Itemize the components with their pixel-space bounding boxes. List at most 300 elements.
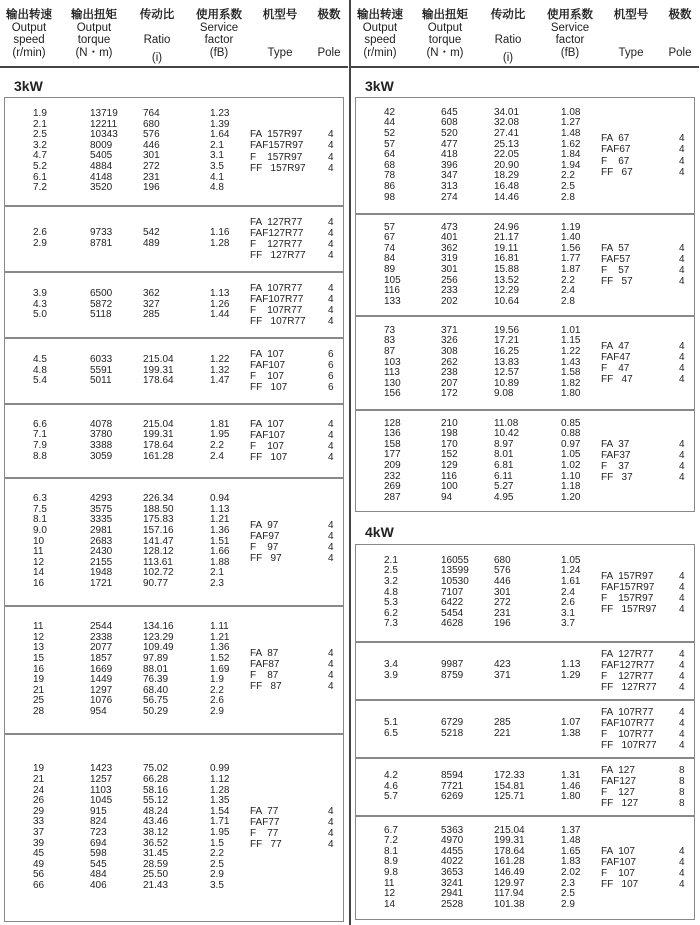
pole-value: 4	[679, 461, 685, 472]
type-value: F 97	[250, 542, 279, 553]
pole-value: 4	[679, 706, 685, 718]
type-cells	[250, 129, 306, 174]
type-value: FF 67	[601, 166, 633, 178]
speed-value: 21	[33, 773, 45, 785]
fb-value: 1.13	[561, 659, 581, 671]
model-group	[4, 97, 344, 206]
speed-value: 13	[33, 642, 45, 654]
fb-value: 3.7	[561, 618, 575, 630]
fb-value: 1.64	[210, 129, 230, 141]
pole-value: 4	[679, 276, 685, 288]
speed-header-en: Output	[362, 21, 398, 34]
ratio-value: 196	[494, 618, 511, 630]
speed-header-en2: speed	[364, 34, 396, 46]
torque-header	[64, 9, 124, 59]
fb-value: 1.05	[561, 449, 581, 461]
torque-column-cells	[441, 660, 463, 681]
torque-value: 7721	[441, 780, 464, 792]
type-value: FF 107R77	[601, 740, 657, 752]
speed-value: 45	[33, 848, 45, 860]
type-value: FAF157R97	[601, 581, 655, 593]
speed-value: 12	[33, 556, 45, 568]
type-value: FAF107	[601, 856, 637, 868]
fb-value: 2.9	[561, 898, 575, 910]
speed-value: 14	[384, 898, 396, 910]
fb-value: 1.26	[210, 298, 230, 310]
fb-value: 0.97	[561, 438, 581, 450]
speed-value: 73	[384, 324, 396, 336]
model-group	[4, 606, 344, 734]
torque-column-cells	[90, 622, 112, 717]
fb-value: 1.47	[210, 375, 230, 387]
fb-value: 1.20	[561, 491, 581, 503]
pole-value: 4	[679, 856, 685, 868]
torque-value: 4022	[441, 856, 464, 868]
speed-value: 21	[33, 684, 45, 696]
torque-value: 473	[441, 221, 458, 233]
ratio-value: 8.01	[494, 449, 514, 461]
speed-value: 5.1	[384, 717, 398, 729]
ratio-value: 5.27	[494, 481, 514, 493]
torque-value: 301	[441, 263, 458, 275]
speed-value: 6.7	[384, 824, 398, 836]
fb-value: 2.8	[561, 295, 575, 307]
speed-value: 4.2	[384, 770, 398, 782]
fb-value: 1.05	[561, 554, 581, 566]
service-factor-header	[190, 9, 248, 59]
pole-cells	[679, 133, 685, 178]
service-header-en2: factor	[204, 34, 234, 46]
speed-value: 8.9	[384, 856, 398, 868]
ratio-value: 129.97	[494, 877, 525, 889]
torque-value: 94	[441, 491, 453, 503]
torque-value: 9733	[90, 227, 113, 239]
torque-value: 6033	[90, 354, 113, 366]
pole-value: 4	[679, 671, 685, 682]
speed-column-cells	[384, 419, 401, 504]
torque-header-cn: 输出扭矩	[422, 9, 468, 21]
ratio-value: 199.31	[143, 429, 174, 441]
fb-column-cells	[210, 764, 229, 891]
ratio-value: 371	[494, 669, 511, 681]
ratio-value: 34.01	[494, 106, 520, 118]
pole-value: 4	[328, 530, 334, 542]
ratio-value: 36.52	[143, 837, 169, 849]
type-value: FA 127	[601, 764, 635, 776]
torque-column-cells	[90, 494, 112, 589]
fb-value: 1.08	[561, 106, 581, 118]
fb-value: 1.48	[561, 835, 581, 847]
speed-value: 177	[384, 449, 401, 461]
pole-value: 4	[328, 542, 334, 553]
pole-cells	[679, 707, 685, 752]
torque-value: 645	[441, 106, 458, 118]
ratio-value: 88.01	[143, 663, 169, 675]
speed-value: 9.8	[384, 866, 398, 878]
torque-value: 3575	[90, 503, 113, 515]
speed-value: 83	[384, 335, 396, 347]
torque-value: 1449	[90, 674, 113, 686]
speed-value: 6.6	[33, 418, 47, 430]
type-value: FAF107R77	[250, 293, 304, 305]
fb-column-cells	[561, 108, 580, 203]
pole-value: 4	[328, 250, 334, 262]
speed-value: 2.1	[33, 118, 47, 130]
type-value: FA 77	[250, 805, 279, 817]
torque-column-cells	[441, 771, 463, 803]
ratio-header-en: Ratio	[143, 33, 171, 46]
speed-value: 128	[384, 417, 401, 429]
ratio-column-cells	[143, 289, 160, 321]
ratio-value: 27.41	[494, 127, 520, 139]
ratio-value: 14.46	[494, 191, 520, 203]
pole-value: 4	[328, 429, 334, 441]
torque-value: 326	[441, 335, 458, 347]
pole-value: 4	[679, 155, 685, 167]
torque-value: 396	[441, 159, 458, 171]
ratio-value: 16.81	[494, 253, 520, 265]
type-value: F 107R77	[601, 729, 654, 740]
type-value: FAF47	[601, 351, 631, 363]
fb-value: 1.54	[210, 805, 230, 817]
speed-value: 7.1	[33, 429, 47, 441]
torque-value: 1045	[90, 795, 113, 807]
torque-value: 2981	[90, 525, 113, 537]
ratio-value: 12.57	[494, 367, 520, 379]
ratio-value: 8.97	[494, 438, 514, 450]
fb-value: 0.88	[561, 428, 581, 440]
torque-value: 484	[90, 869, 107, 881]
ratio-column-cells	[143, 764, 168, 891]
torque-value: 347	[441, 170, 458, 182]
speed-value: 133	[384, 295, 401, 307]
torque-value: 406	[90, 879, 107, 891]
ratio-value: 489	[143, 237, 160, 249]
fb-value: 2.4	[210, 450, 224, 462]
torque-column-cells	[441, 556, 469, 630]
ratio-value: 215.04	[143, 354, 174, 366]
ratio-value: 231	[494, 607, 511, 619]
type-value: FF 127R77	[601, 682, 657, 694]
speed-column-cells	[384, 771, 398, 803]
model-group	[355, 816, 695, 920]
ratio-value: 43.46	[143, 816, 169, 828]
torque-header	[415, 9, 475, 59]
torque-value: 6729	[441, 717, 464, 729]
torque-value: 8009	[90, 139, 113, 151]
torque-value: 12211	[90, 118, 118, 130]
fb-value: 1.88	[210, 556, 230, 568]
torque-value: 3520	[90, 182, 113, 194]
fb-value: 1.43	[561, 356, 581, 368]
ratio-value: 215.04	[494, 824, 525, 836]
type-value: FF 37	[601, 472, 633, 484]
pole-value: 4	[328, 519, 334, 531]
torque-value: 3335	[90, 514, 113, 526]
pole-header	[661, 9, 699, 59]
speed-value: 29	[33, 805, 45, 817]
torque-value: 1423	[90, 763, 113, 775]
torque-value: 5872	[90, 298, 113, 310]
ratio-value: 576	[494, 565, 511, 577]
torque-column-cells	[90, 420, 112, 462]
type-value: FAF67	[601, 144, 631, 156]
ratio-value: 161.28	[143, 450, 174, 462]
speed-header-unit: (r/min)	[12, 46, 46, 59]
speed-column-cells	[384, 223, 401, 308]
type-header-en: Type	[267, 46, 293, 59]
type-value: FAF107	[250, 359, 286, 371]
torque-column-cells	[441, 108, 458, 203]
ratio-value: 17.21	[494, 335, 520, 347]
type-header-cn: 机型号	[262, 9, 298, 21]
fb-value: 2.2	[210, 684, 224, 696]
pole-cells	[679, 571, 685, 616]
ratio-value: 6.11	[494, 470, 513, 482]
pole-value: 4	[679, 472, 685, 484]
torque-header-cn: 输出扭矩	[71, 9, 117, 21]
torque-value: 6422	[441, 597, 464, 609]
pole-value: 4	[679, 363, 685, 374]
fb-value: 2.2	[210, 848, 224, 860]
ratio-value: 134.16	[143, 621, 174, 633]
type-value: FF 87	[250, 681, 282, 693]
torque-value: 152	[441, 449, 458, 461]
fb-value: 2.9	[210, 869, 224, 881]
torque-header-en2: torque	[77, 34, 111, 46]
pole-value: 4	[328, 129, 334, 141]
pole-value: 4	[679, 265, 685, 276]
torque-value: 262	[441, 356, 458, 368]
speed-column-cells	[33, 764, 44, 891]
torque-value: 274	[441, 191, 458, 203]
fb-value: 1.58	[561, 367, 581, 379]
fb-value: 1.52	[210, 653, 230, 665]
torque-value: 16055	[441, 554, 469, 566]
speed-value: 16	[33, 578, 45, 590]
pole-value: 4	[679, 374, 685, 386]
speed-header	[2, 9, 56, 59]
fb-value: 2.6	[210, 695, 224, 707]
torque-value: 4293	[90, 493, 113, 505]
speed-value: 68	[384, 159, 396, 171]
speed-value: 2.1	[384, 554, 398, 566]
speed-value: 11	[384, 877, 395, 889]
type-value: F 107	[250, 371, 284, 382]
type-value: FF 107	[250, 382, 288, 394]
type-value: F 37	[601, 461, 630, 472]
ratio-value: 231	[143, 171, 160, 183]
type-value: FA 47	[601, 340, 630, 352]
type-cells	[601, 649, 657, 694]
speed-value: 232	[384, 470, 401, 482]
torque-value: 4628	[441, 618, 464, 630]
type-value: FAF107R77	[601, 717, 655, 729]
model-group	[4, 272, 344, 338]
fb-value: 2.2	[561, 170, 575, 182]
speed-value: 44	[384, 117, 396, 129]
speed-value: 7.3	[384, 618, 398, 630]
ratio-value: 117.94	[494, 888, 524, 900]
pole-cells	[328, 648, 334, 693]
torque-column-cells	[441, 826, 463, 911]
fb-value: 2.4	[561, 586, 575, 598]
ratio-column-cells	[494, 419, 519, 504]
ratio-value: 11.08	[494, 417, 519, 429]
ratio-value: 128.12	[143, 546, 174, 558]
torque-value: 9987	[441, 659, 464, 671]
ratio-value: 362	[143, 288, 160, 300]
ratio-value: 22.05	[494, 149, 520, 161]
speed-column-cells	[33, 289, 47, 321]
speed-value: 4.5	[33, 354, 47, 366]
ratio-value: 157.16	[143, 525, 174, 537]
fb-value: 1.19	[561, 221, 581, 233]
fb-column-cells	[210, 289, 229, 321]
ratio-value: 31.45	[143, 848, 169, 860]
speed-column-cells	[384, 326, 401, 400]
torque-value: 2528	[441, 898, 464, 910]
ratio-value: 221	[494, 727, 511, 739]
speed-value: 2.5	[33, 129, 47, 141]
speed-value: 130	[384, 377, 401, 389]
torque-value: 1257	[90, 773, 113, 785]
fb-column-cells	[561, 718, 580, 739]
pole-value: 6	[328, 359, 334, 371]
torque-value: 116	[441, 470, 457, 482]
type-value: F 127R77	[601, 671, 654, 682]
fb-value: 2.02	[561, 866, 581, 878]
fb-value: 1.65	[561, 845, 581, 857]
ratio-value: 9.08	[494, 388, 514, 400]
speed-value: 42	[384, 106, 396, 118]
torque-column-cells	[90, 109, 118, 194]
ratio-value: 25.13	[494, 138, 520, 150]
type-value: F 127	[601, 787, 635, 798]
ratio-value: 285	[143, 309, 160, 321]
model-group	[355, 214, 695, 316]
pole-value: 4	[328, 681, 334, 693]
fb-value: 1.51	[210, 535, 230, 547]
torque-value: 694	[90, 837, 107, 849]
speed-value: 6.2	[384, 607, 398, 619]
fb-value: 1.95	[210, 826, 230, 838]
fb-value: 3.1	[210, 150, 224, 162]
type-cells	[601, 846, 638, 891]
type-cells	[250, 419, 287, 464]
type-value: F 77	[250, 828, 279, 839]
ratio-value: 109.49	[143, 642, 174, 654]
type-cells	[250, 648, 282, 693]
torque-value: 13599	[441, 565, 469, 577]
ratio-value: 21.43	[143, 879, 169, 891]
ratio-column-cells	[494, 771, 525, 803]
speed-value: 11	[33, 621, 44, 633]
torque-value: 5591	[90, 364, 113, 376]
fb-value: 1.81	[210, 418, 230, 430]
type-value: F 107	[601, 868, 635, 879]
pole-cells	[328, 419, 334, 464]
pole-value: 4	[679, 879, 685, 891]
fb-value: 1.71	[210, 816, 230, 828]
fb-column-cells	[561, 556, 580, 630]
pole-cells	[679, 765, 685, 810]
speed-value: 9.0	[33, 525, 47, 537]
fb-value: 2.5	[561, 888, 575, 900]
fb-column-cells	[210, 109, 229, 194]
ratio-column-cells	[143, 109, 160, 194]
fb-value: 1.10	[561, 470, 581, 482]
fb-value: 1.61	[561, 576, 581, 588]
torque-value: 2683	[90, 535, 113, 547]
ratio-column-cells	[143, 355, 174, 387]
ratio-value: 56.75	[143, 695, 169, 707]
pole-value: 4	[679, 581, 685, 593]
torque-header-unit: (N・m)	[426, 46, 464, 59]
type-cells	[250, 806, 282, 851]
torque-value: 1076	[90, 695, 113, 707]
pole-value: 4	[328, 816, 334, 828]
fb-column-cells	[561, 771, 580, 803]
speed-value: 28	[33, 706, 45, 718]
type-value: F 67	[601, 155, 630, 167]
speed-value: 24	[33, 784, 45, 796]
torque-value: 598	[90, 848, 107, 860]
torque-value: 2077	[90, 642, 113, 654]
model-group	[4, 338, 344, 404]
pole-value: 8	[679, 775, 685, 787]
pole-value: 4	[679, 593, 685, 604]
pole-value: 6	[328, 348, 334, 360]
fb-value: 0.85	[561, 417, 581, 429]
type-value: FA 157R97	[601, 570, 654, 582]
pole-value: 4	[328, 828, 334, 839]
pole-cells	[328, 129, 334, 174]
ratio-value: 123.29	[143, 631, 174, 643]
torque-value: 4148	[90, 171, 113, 183]
fb-value: 1.12	[210, 773, 230, 785]
torque-value: 4970	[441, 835, 464, 847]
type-cells	[250, 217, 306, 262]
fb-value: 1.21	[210, 631, 230, 643]
ratio-value: 172.33	[494, 770, 525, 782]
fb-value: 1.22	[210, 354, 230, 366]
speed-value: 8.8	[33, 450, 47, 462]
torque-value: 319	[441, 253, 458, 265]
pole-value: 8	[679, 798, 685, 810]
speed-value: 2.6	[33, 227, 47, 239]
pole-value: 4	[679, 351, 685, 363]
model-group	[355, 316, 695, 410]
ratio-value: 10.42	[494, 428, 520, 440]
pole-value: 4	[328, 305, 334, 316]
ratio-value: 21.17	[494, 232, 520, 244]
torque-value: 2430	[90, 546, 113, 558]
speed-value: 12	[384, 888, 396, 900]
fb-value: 1.56	[561, 242, 581, 254]
pole-value: 4	[679, 604, 685, 616]
right-column	[351, 0, 699, 925]
type-value: FAF97	[250, 530, 280, 542]
torque-value: 1948	[90, 567, 113, 579]
type-value: FA 127R77	[601, 648, 654, 660]
model-group	[4, 404, 344, 478]
ratio-value: 19.11	[494, 242, 519, 254]
torque-value: 3241	[441, 877, 464, 889]
fb-value: 1.18	[561, 481, 581, 493]
pole-value: 4	[679, 740, 685, 752]
type-header	[254, 9, 306, 59]
